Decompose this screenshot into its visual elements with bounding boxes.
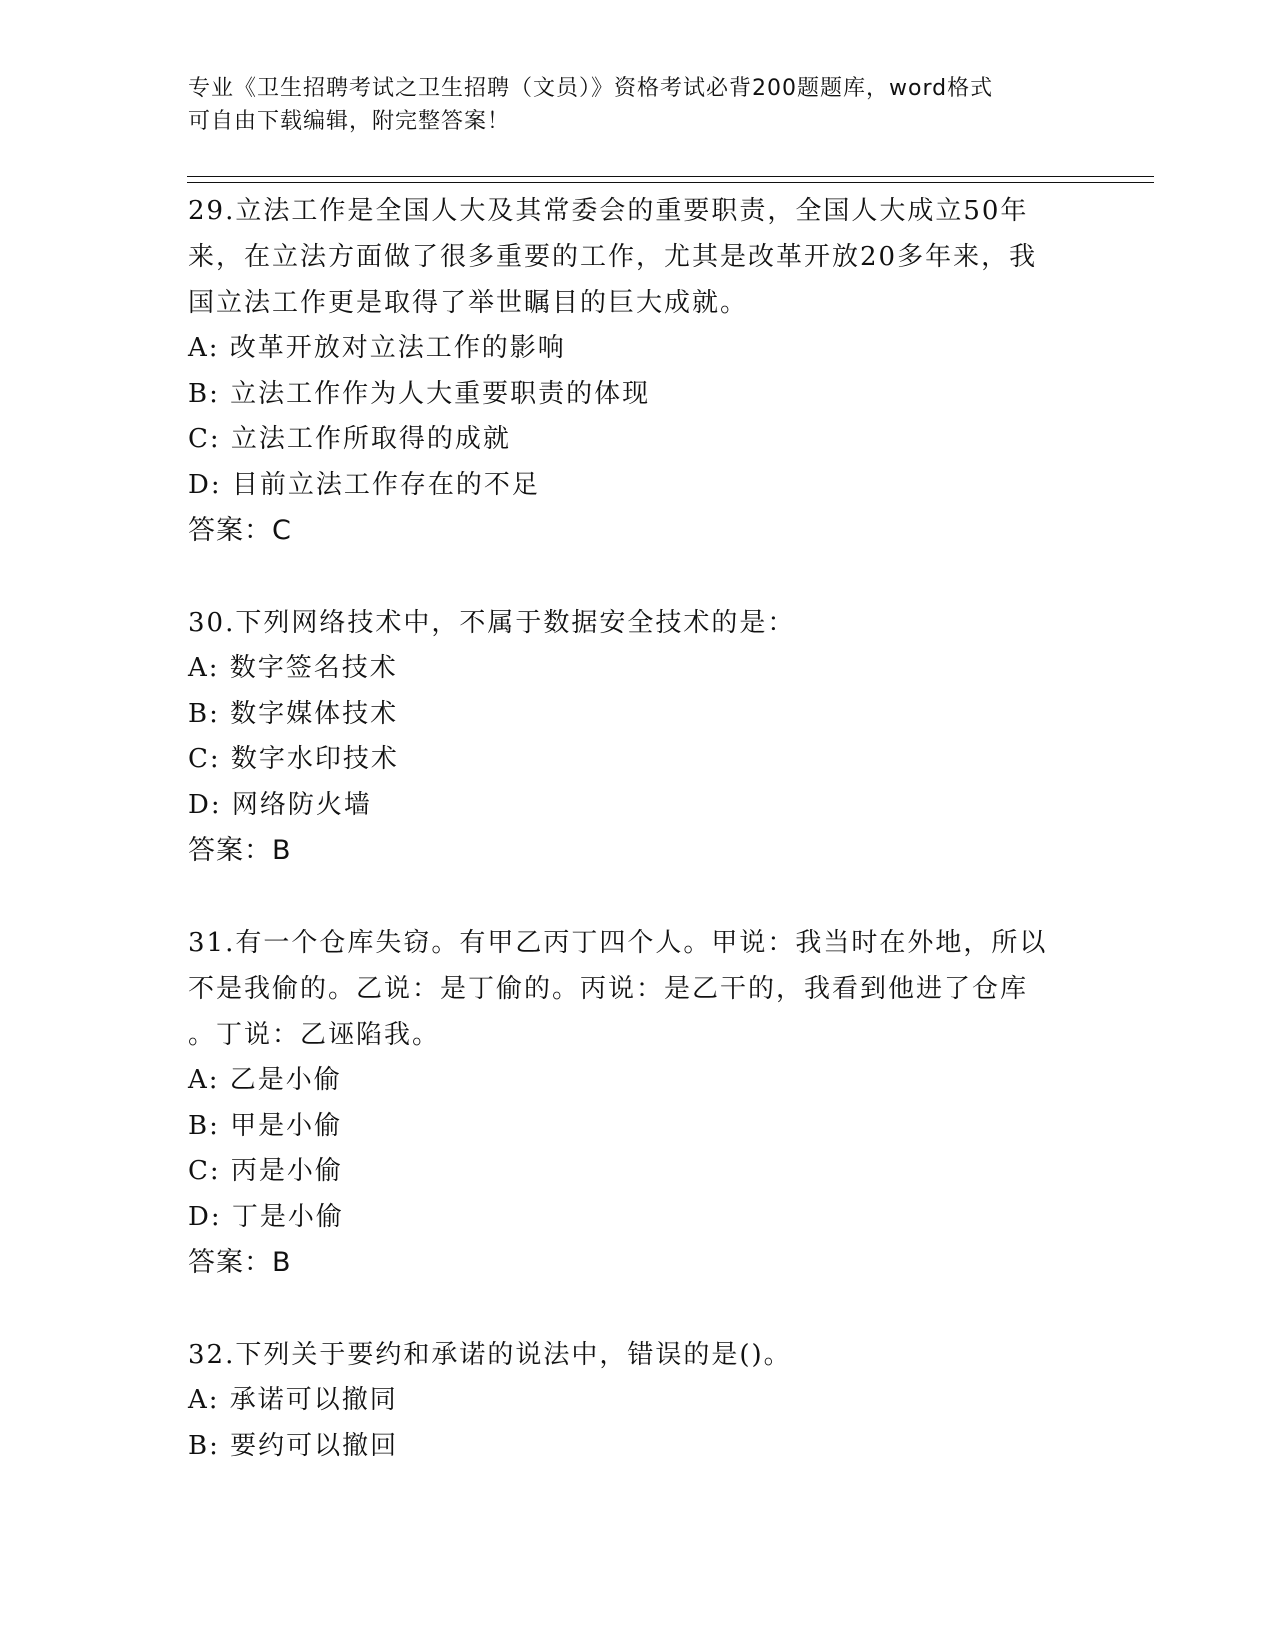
question-text bbox=[188, 920, 1088, 1058]
question-line: 29.立法工作是全国人大及其常委会的重要职责，全国人大成立50年 bbox=[188, 196, 1029, 226]
header-divider-bottom bbox=[187, 182, 1154, 183]
question-line: 国立法工作更是取得了举世瞩目的巨大成就。 bbox=[188, 288, 749, 318]
option-a: A: 乙是小偷 bbox=[188, 1065, 342, 1095]
option-b: B: 立法工作作为人大重要职责的体现 bbox=[188, 378, 651, 409]
header-line-2: 可自由下载编辑，附完整答案！ bbox=[188, 109, 511, 134]
question-block bbox=[188, 1332, 1088, 1469]
spacer bbox=[188, 1286, 1088, 1332]
question-line: 来，在立法方面做了很多重要的工作，尤其是改革开放20多年来，我 bbox=[188, 242, 1038, 272]
option-c: C: 丙是小偷 bbox=[188, 1156, 343, 1186]
option-a: A: 承诺可以撤同 bbox=[188, 1385, 398, 1415]
question-text bbox=[188, 188, 1088, 326]
question-line: 32.下列关于要约和承诺的说法中，错误的是()。 bbox=[188, 1340, 792, 1370]
question-line: 。丁说：乙诬陷我。 bbox=[188, 1020, 441, 1050]
option-d: D: 目前立法工作存在的不足 bbox=[188, 469, 540, 500]
question-text bbox=[188, 600, 1088, 646]
answer-line: 答案：C bbox=[188, 515, 292, 546]
option-b: B: 甲是小偷 bbox=[188, 1110, 343, 1141]
question-block bbox=[188, 188, 1088, 554]
option-a: A: 数字签名技术 bbox=[188, 653, 398, 683]
document-header bbox=[188, 72, 1068, 138]
option-b: B: 要约可以撤回 bbox=[188, 1430, 399, 1461]
header-divider-top bbox=[187, 176, 1154, 177]
question-line: 不是我偷的。乙说：是丁偷的。丙说：是乙干的，我看到他进了仓库 bbox=[188, 974, 1029, 1004]
spacer bbox=[188, 554, 1088, 600]
answer-line: 答案：B bbox=[188, 1247, 292, 1278]
spacer bbox=[188, 874, 1088, 920]
question-line: 30.下列网络技术中，不属于数据安全技术的是： bbox=[188, 608, 796, 638]
question-block bbox=[188, 600, 1088, 874]
option-c: C: 立法工作所取得的成就 bbox=[188, 424, 511, 454]
option-a: A: 改革开放对立法工作的影响 bbox=[188, 333, 566, 363]
answer-line: 答案：B bbox=[188, 835, 292, 866]
option-d: D: 丁是小偷 bbox=[188, 1201, 344, 1232]
option-c: C: 数字水印技术 bbox=[188, 744, 399, 774]
question-text bbox=[188, 1332, 1088, 1378]
header-line-1: 专业《卫生招聘考试之卫生招聘（文员）》资格考试必背200题题库，word格式 bbox=[188, 76, 994, 101]
option-d: D: 网络防火墙 bbox=[188, 789, 372, 820]
option-b: B: 数字媒体技术 bbox=[188, 698, 399, 729]
question-list bbox=[188, 188, 1088, 1469]
question-block bbox=[188, 920, 1088, 1286]
question-line: 31.有一个仓库失窃。有甲乙丙丁四个人。甲说：我当时在外地，所以 bbox=[188, 928, 1048, 958]
